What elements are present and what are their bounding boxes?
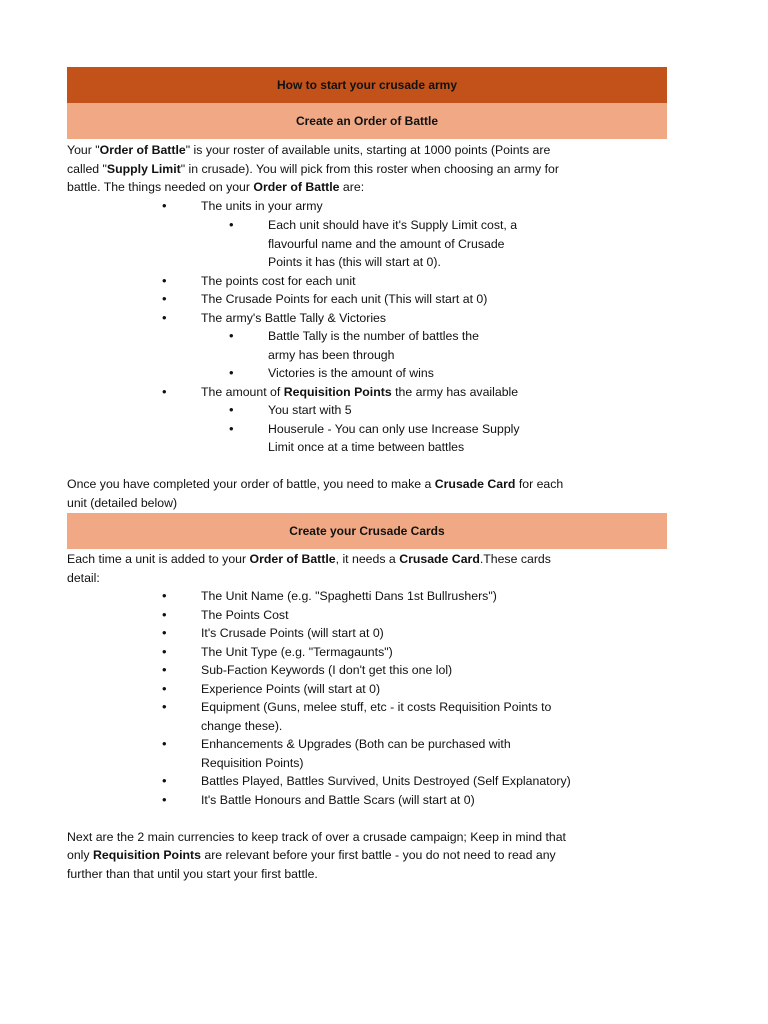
bullet-icon: • xyxy=(162,643,167,659)
bullet-icon: • xyxy=(162,606,167,622)
bullet-icon: • xyxy=(229,402,234,417)
bullet-icon: • xyxy=(229,365,234,380)
bullet-icon: • xyxy=(229,217,234,232)
list-item: • The army's Battle Tally & Victories xyxy=(67,309,667,328)
list-item: • Sub-Faction Keywords (I don't get this one lol) xyxy=(67,661,667,680)
bullet-icon: • xyxy=(162,625,167,640)
list-item: • The Crusade Points for each unit (This will start at 0) xyxy=(67,290,667,309)
bullet-icon: • xyxy=(162,773,167,788)
order-of-battle-heading: Create an Order of Battle xyxy=(295,114,439,128)
document-page xyxy=(67,67,667,883)
order-of-battle-list xyxy=(67,197,667,457)
bullet-icon: • xyxy=(162,736,167,751)
bullet-icon: • xyxy=(162,291,167,306)
bullet-icon: • xyxy=(162,197,167,213)
list-item: • The amount of Requisition Points the army has available xyxy=(67,383,667,402)
list-item: • Battles Played, Battles Survived, Units Destroyed (Self Explanatory) xyxy=(67,772,667,791)
bullet-icon: • xyxy=(229,420,234,436)
bullet-icon: • xyxy=(229,328,234,343)
bullet-icon: • xyxy=(162,791,167,807)
list-item: • You start with 5 xyxy=(67,401,667,420)
list-item: • The units in your army xyxy=(67,197,667,216)
list-item: • Each unit should have it's Supply Limit cost, a flavourful name and the amount of Crusade Points it has (this will start at 0). xyxy=(229,217,518,269)
cards-detail-paragraph: Each time a unit is added to your Order of Battle, it needs a Crusade Card.These cards detail: xyxy=(67,552,551,585)
main-heading-bar xyxy=(67,67,667,103)
list-item: • Enhancements & Upgrades (Both can be purchased with Requisition Points) xyxy=(162,736,511,770)
bullet-icon: • xyxy=(162,680,167,696)
list-item: • Equipment (Guns, melee stuff, etc - it costs Requisition Points to change these). xyxy=(162,699,552,733)
list-item: • The Points Cost xyxy=(67,606,667,625)
currencies-paragraph: Next are the 2 main currencies to keep track of over a crusade campaign; Keep in mind that only Requisition Points are relevant before your first battle - you do not need to read any further than that until you start your first battle. xyxy=(67,829,566,881)
section-heading-bar xyxy=(67,513,667,549)
bullet-icon: • xyxy=(162,699,167,714)
bullet-icon: • xyxy=(162,383,167,399)
list-item: • Victories is the amount of wins xyxy=(67,364,667,383)
crusade-card-intro-paragraph: Once you have completed your order of battle, you need to make a Crusade Card for each unit (detailed below) xyxy=(67,477,564,510)
main-heading: How to start your crusade army xyxy=(276,78,458,92)
bullet-icon: • xyxy=(162,588,167,603)
section-heading-bar xyxy=(67,103,667,139)
bullet-icon: • xyxy=(162,272,167,288)
bullet-icon: • xyxy=(162,662,167,677)
list-item: • Houserule - You can only use Increase Supply Limit once at a time between battles xyxy=(229,420,520,454)
list-item: • The points cost for each unit xyxy=(67,272,667,291)
crusade-card-list xyxy=(67,587,667,809)
intro-paragraph: Your "Order of Battle" is your roster of available units, starting at 1000 points (Points are called "Supply Limit" in crusade). You will pick from this roster when choosing an army for battle. The things needed on your Order of Battle are: xyxy=(67,143,559,194)
bullet-icon: • xyxy=(162,309,167,325)
list-item: • The Unit Type (e.g. "Termagaunts") xyxy=(67,643,667,662)
list-item: • Battle Tally is the number of battles the army has been through xyxy=(229,328,479,362)
list-item: • The Unit Name (e.g. "Spaghetti Dans 1st Bullrushers") xyxy=(67,587,667,606)
list-item: • It's Crusade Points (will start at 0) xyxy=(67,624,667,643)
list-item: • Experience Points (will start at 0) xyxy=(67,680,667,699)
list-item: • It's Battle Honours and Battle Scars (will start at 0) xyxy=(67,791,667,810)
crusade-cards-heading: Create your Crusade Cards xyxy=(289,524,445,538)
